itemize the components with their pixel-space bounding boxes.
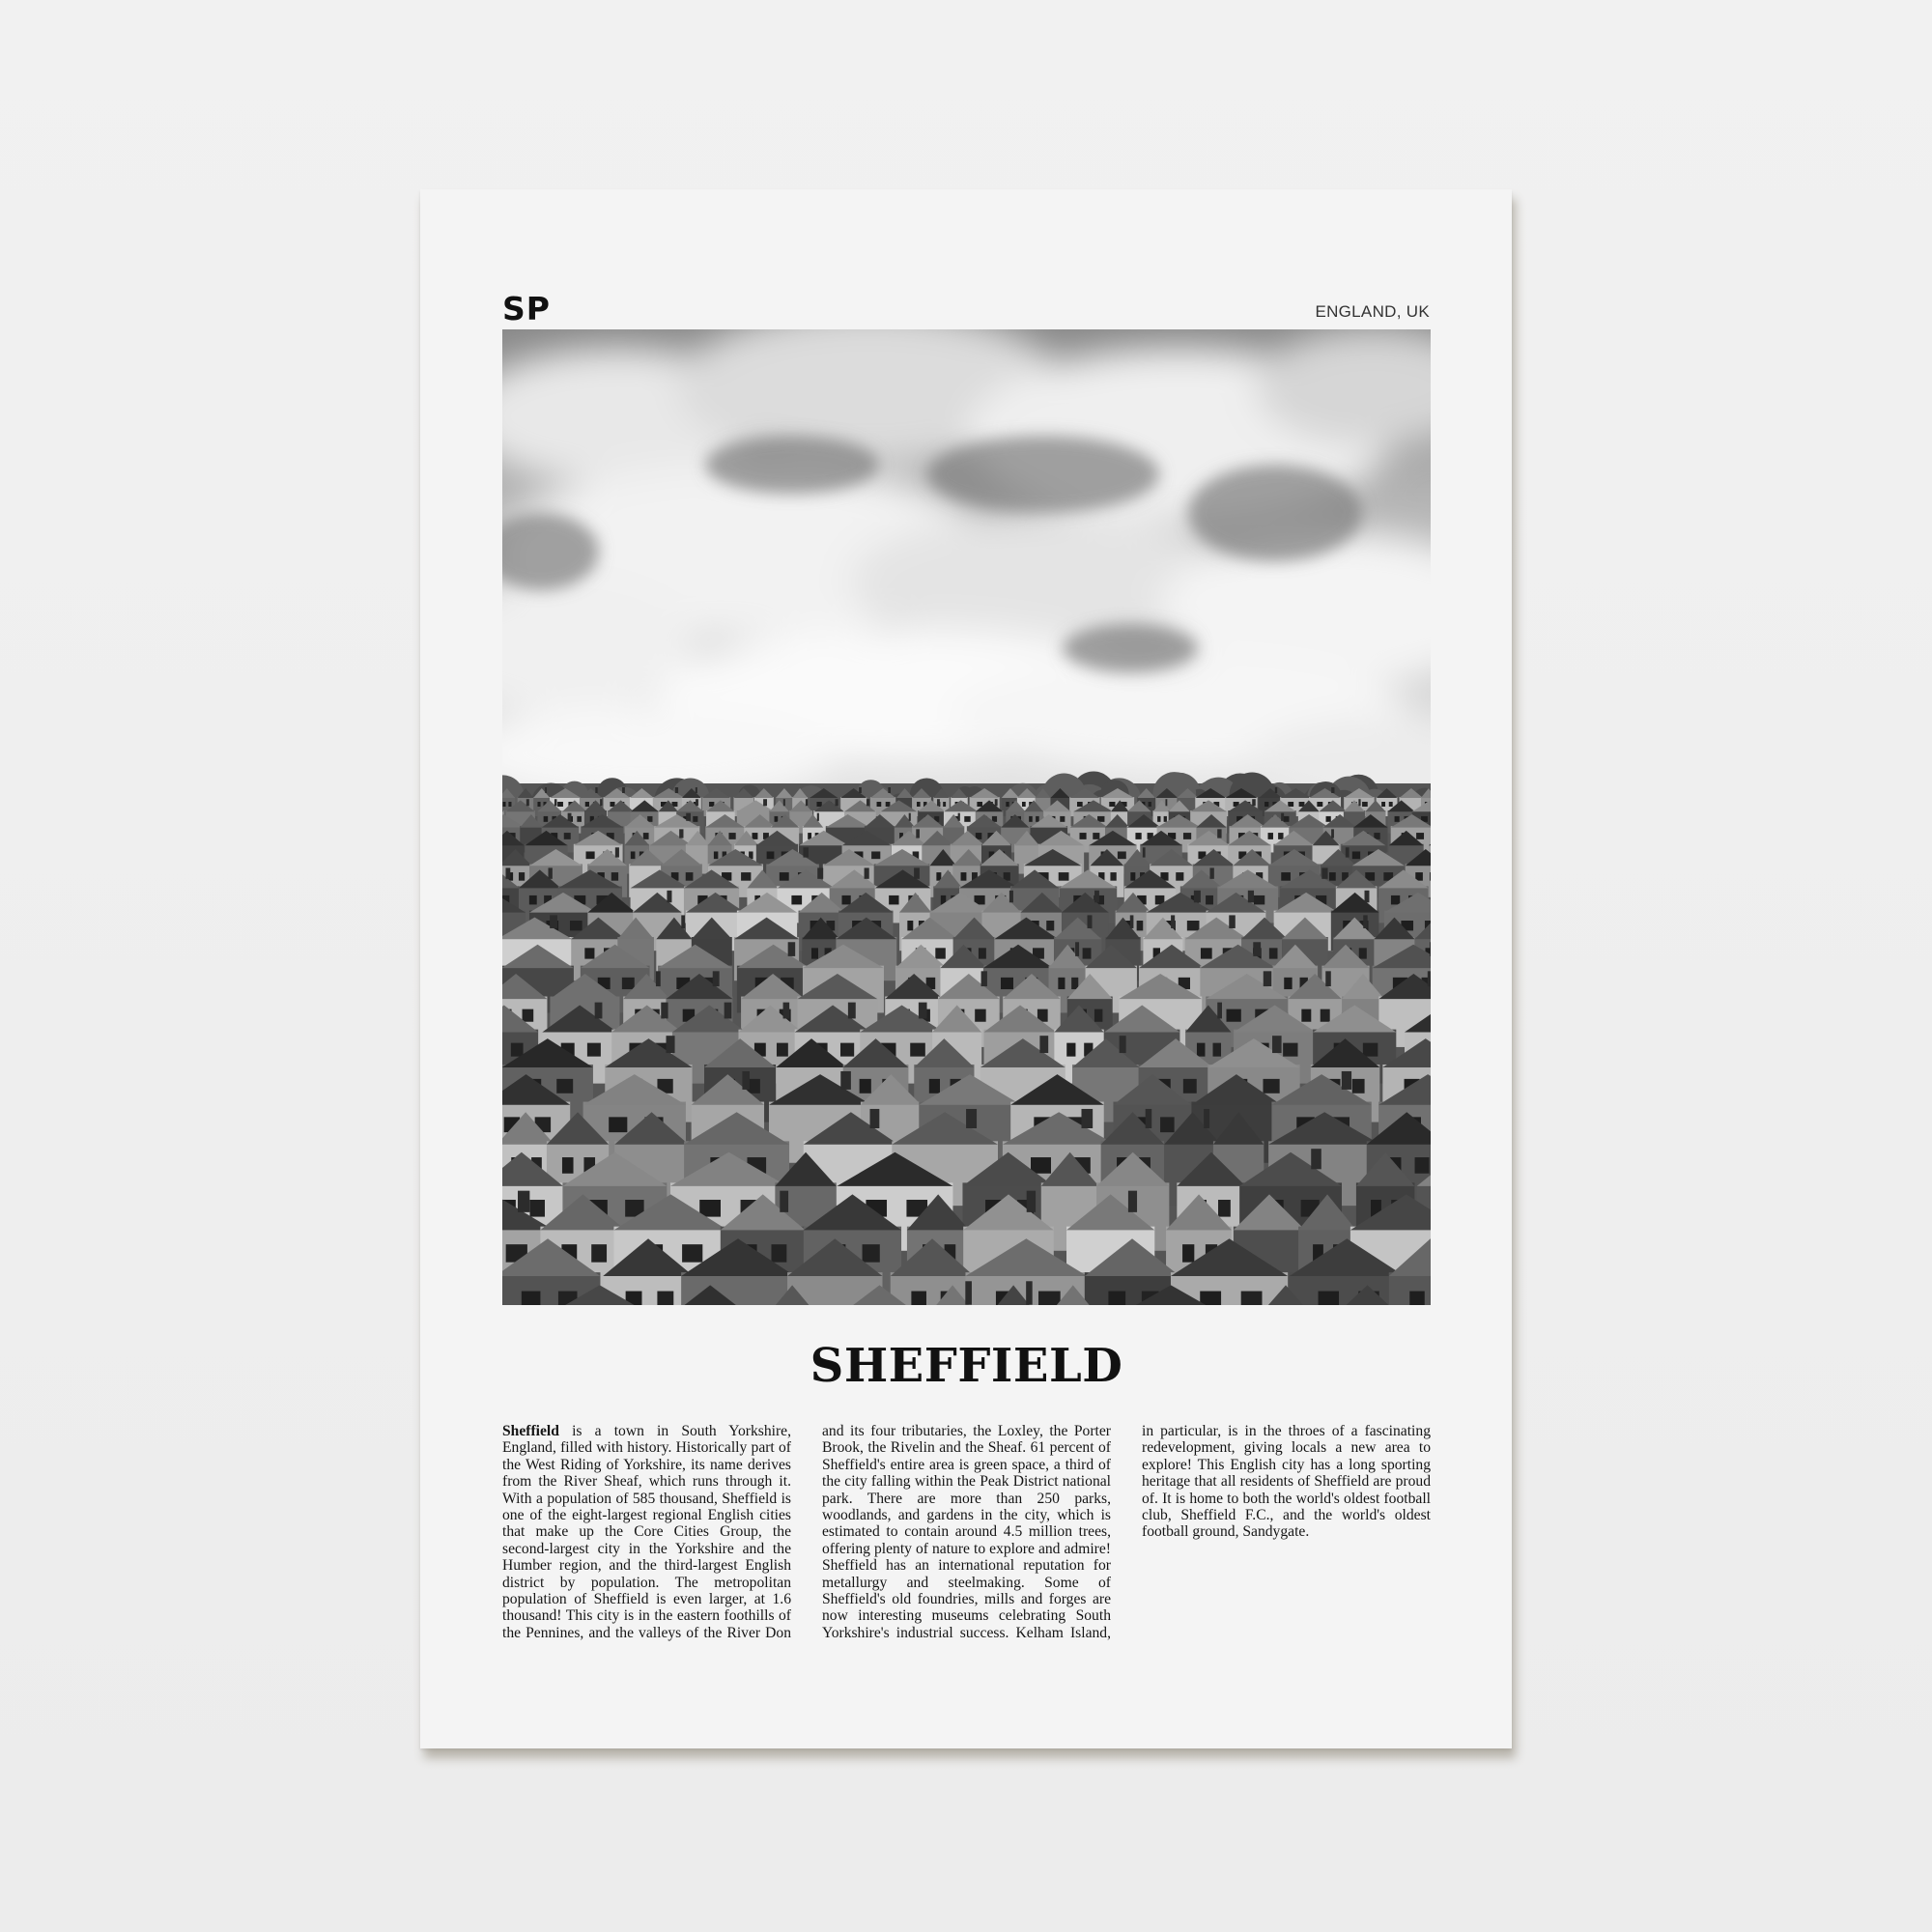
region-label: ENGLAND, UK xyxy=(1315,302,1430,321)
rooftops-photo-graphic xyxy=(502,329,1431,1305)
city-title: SHEFFIELD xyxy=(810,1339,1123,1393)
description-lead-word: Sheffield xyxy=(502,1423,559,1439)
city-description xyxy=(502,1423,1431,1655)
description-body: is a town in South Yorkshire, England, filled with history. Historically part of the West Riding of Yorkshire, its name derives from the River Sheaf, which runs through it. With a population of 585 thousand, Sheffield is one of the eight-largest regional English cities that make up the Core Cities Group, the second-largest city in the Yorkshire and the Humber region, and the third-largest English district by population. The metropolitan population of Sheffield is even larger, at 1.6 thousand! This city is in the eastern foothills of the Pennines, and the valleys of the River Don and its four tributaries, the Loxley, the Porter Brook, the Rivelin and the Sheaf. 61 percent of Sheffield's entire area is green space, a third of the city falling within the Peak District national park. There are more than 250 parks, woodlands, and gardens in the city, which is estimated to contain around 4.5 million trees, offering plenty of nature to explore and admire! Sheffield has an international reputation for metallurgy and steelmaking. Some of Sheffield's old foundries, mills and forges are now interesting museums celebrating South Yorkshire's industrial success. Kelham Island, in particular, is in the throes of a fascinating redevelopment, giving locals a new area to explore! This English city has a long sporting heritage that all residents of Sheffield are proud of. It is home to both the world's oldest football club, Sheffield F.C., and the world's oldest football ground, Sandygate. xyxy=(502,1423,1431,1641)
city-code: SP xyxy=(502,290,551,327)
poster-print xyxy=(420,189,1512,1748)
city-photo xyxy=(502,329,1431,1305)
